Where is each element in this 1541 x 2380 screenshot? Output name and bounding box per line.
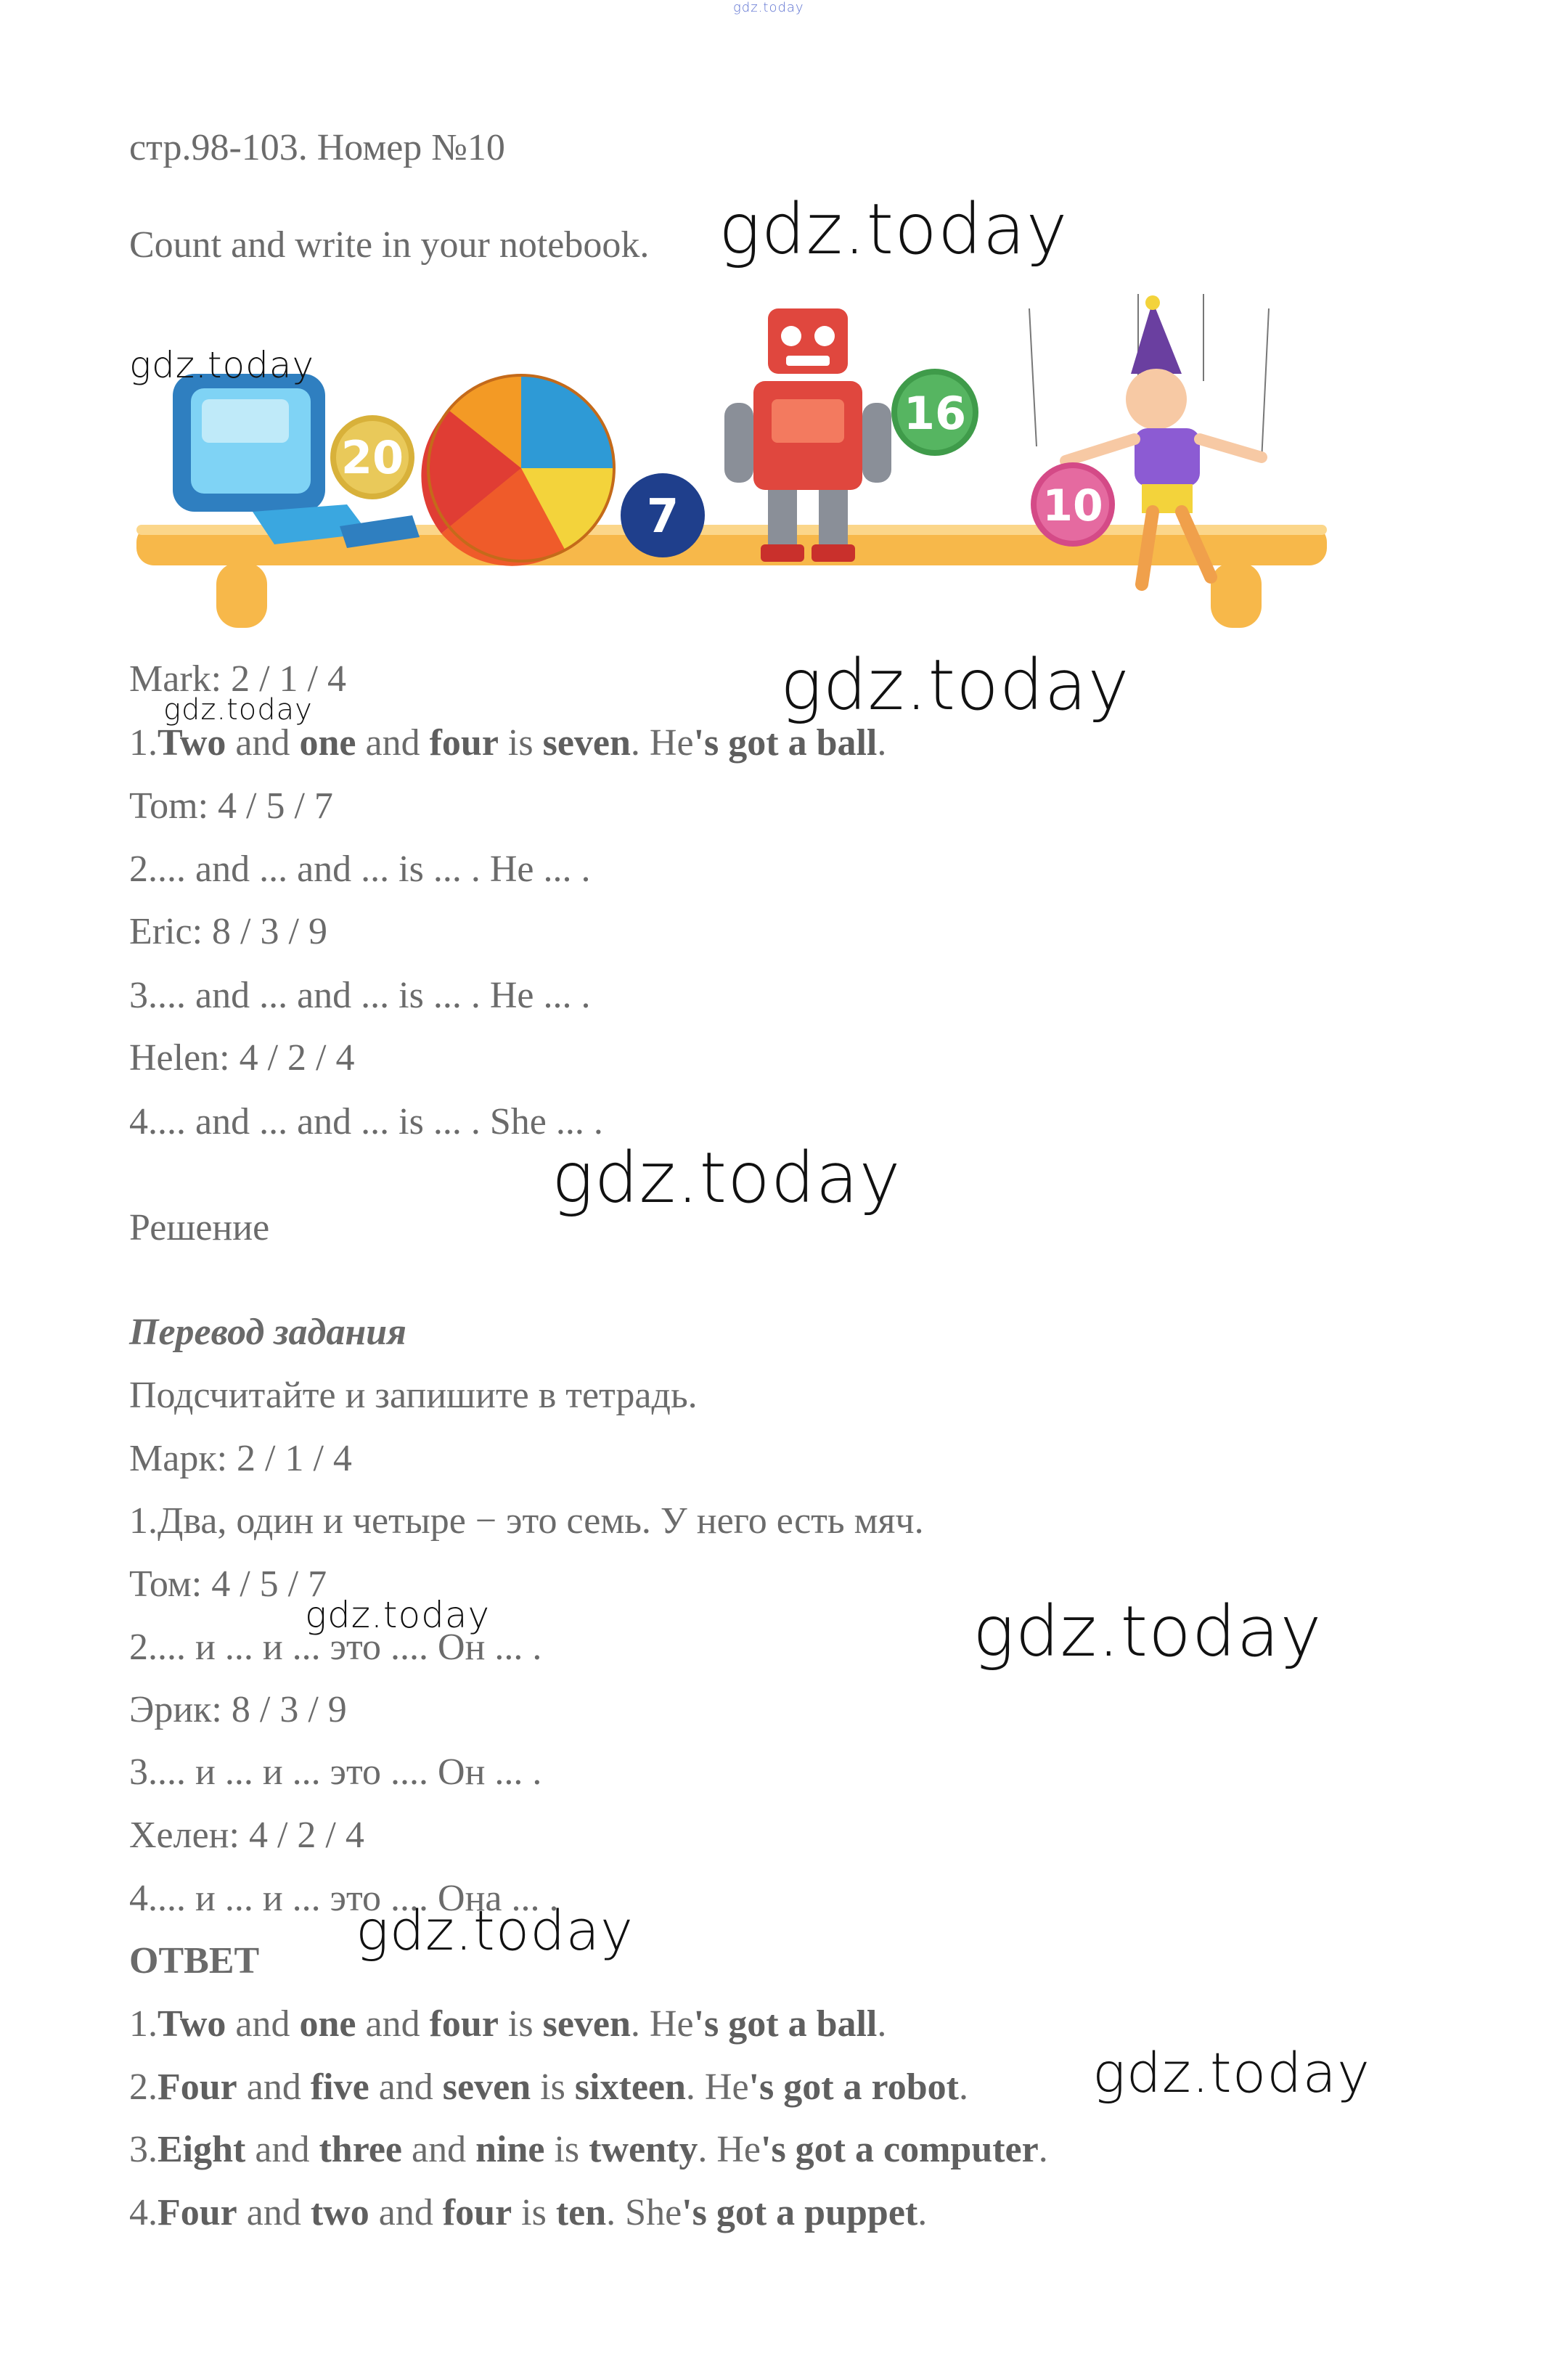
- translation-line-6: Эрик: 8 / 3 / 9: [129, 1689, 347, 1730]
- translation-line-8: Хелен: 4 / 2 / 4: [129, 1815, 364, 1856]
- watermark-exercise: gdz.today: [780, 645, 1130, 726]
- watermark-exercise-small: gdz.today: [163, 693, 313, 727]
- watermark-translation: gdz.today: [973, 1591, 1323, 1672]
- watermark-answer-right: gdz.today: [1092, 2040, 1370, 2105]
- exercise-blank-line-3: 3.... and ... and ... is ... . He ... .: [129, 975, 591, 1016]
- answer-line-3: 3.Eight and three and nine is twenty. He's got a computer.: [129, 2129, 1048, 2170]
- exercise-label-helen: Helen: 4 / 2 / 4: [129, 1037, 355, 1079]
- watermark-translation-small: gdz.today: [305, 1594, 491, 1636]
- answer-line-4: 4.Four and two and four is ten. She's got a puppet.: [129, 2192, 928, 2233]
- exercise-label-mark: Mark: 2 / 1 / 4: [129, 658, 346, 700]
- translation-line-5: 2.... и ... и ... это .... Он ... .: [129, 1627, 542, 1668]
- watermark-answer: gdz.today: [356, 1898, 634, 1963]
- robot-toy: [724, 308, 891, 562]
- ball-number: 7: [646, 490, 679, 544]
- translation-line-7: 3.... и ... и ... это .... Он ... .: [129, 1751, 542, 1793]
- translation-heading: Перевод задания: [129, 1312, 406, 1353]
- computer-number: 20: [340, 431, 404, 484]
- ball-toy: [421, 375, 614, 566]
- puppet-number: 10: [1042, 481, 1103, 531]
- translation-line-9: 4.... и ... и ... это .... Она ... .: [129, 1878, 559, 1919]
- exercise-example-line: 1.Two and one and four is seven. He's got a ball.: [129, 722, 887, 764]
- answer-heading: ОТВЕТ: [129, 1940, 260, 1982]
- exercise-blank-line-4: 4.... and ... and ... is ... . She ... .: [129, 1101, 603, 1142]
- shelf-bracket-left: [216, 563, 267, 628]
- translation-line-1: Подсчитайте и запишите в тетрадь.: [129, 1375, 698, 1416]
- translation-line-3: 1.Два, один и четыре − это семь. У него есть мяч.: [129, 1500, 924, 1542]
- answer-line-2: 2.Four and five and seven is sixteen. He's got a robot.: [129, 2066, 968, 2108]
- page-title: стр.98-103. Номер №10: [129, 127, 505, 168]
- robot-number: 16: [903, 387, 967, 440]
- watermark-prompt: gdz.today: [719, 189, 1068, 270]
- exercise-label-tom: Tom: 4 / 5 / 7: [129, 785, 333, 827]
- task-prompt: Count and write in your notebook.: [129, 224, 650, 266]
- watermark-solution: gdz.today: [552, 1137, 902, 1219]
- watermark-top: gdz.today: [733, 0, 804, 15]
- exercise-blank-line-2: 2.... and ... and ... is ... . He ... .: [129, 848, 591, 890]
- watermark-illustration: gdz.today: [129, 344, 315, 386]
- answer-line-1: 1.Two and one and four is seven. He's got a ball.: [129, 2003, 887, 2045]
- solution-heading: Решение: [129, 1207, 270, 1248]
- shelf-bracket-right: [1211, 563, 1262, 628]
- translation-line-2: Марк: 2 / 1 / 4: [129, 1438, 352, 1479]
- exercise-label-eric: Eric: 8 / 3 / 9: [129, 911, 327, 952]
- translation-line-4: Том: 4 / 5 / 7: [129, 1563, 327, 1605]
